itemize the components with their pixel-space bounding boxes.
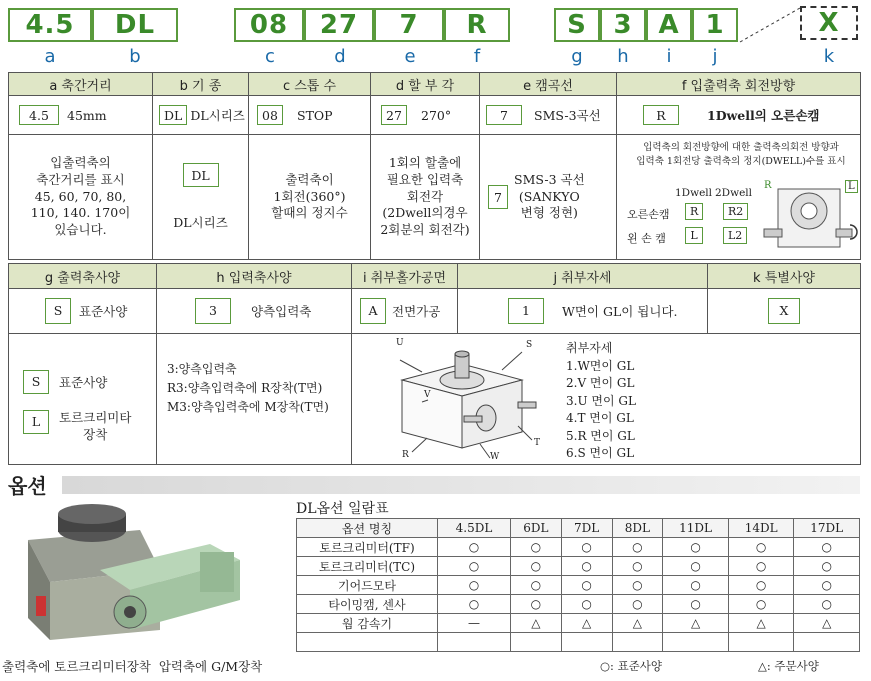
letter-a: a xyxy=(44,46,56,67)
option-table-header xyxy=(297,519,860,538)
mounting-title: 취부자세 xyxy=(566,341,613,355)
table-cell xyxy=(794,633,860,652)
table-cell: ○ xyxy=(612,595,663,614)
table-row xyxy=(297,576,860,595)
table-row xyxy=(297,595,860,614)
mounting-item: 2.V 면이 GL xyxy=(566,376,635,390)
example-i xyxy=(351,288,458,334)
letter-f: f xyxy=(473,46,481,67)
desc-f-row2-c1: L xyxy=(685,227,703,244)
col-header: 옵션 명칭 xyxy=(297,519,438,538)
product-photo xyxy=(20,500,250,650)
example-c xyxy=(248,95,371,135)
example-e xyxy=(479,95,617,135)
desc-a-line: 110, 140. 170이 xyxy=(30,205,131,221)
option-title: 옵션 xyxy=(8,474,47,498)
header-j: j 취부자세 xyxy=(457,263,708,289)
desc-f-row1-c1: R xyxy=(685,203,703,220)
desc-g1-code: S xyxy=(23,370,49,394)
col-header: 4.5DL xyxy=(438,519,511,538)
letter-b: b xyxy=(129,46,141,67)
desc-ijk xyxy=(351,333,861,465)
header-g: g 출력축사양 xyxy=(8,263,157,289)
example-j-text: W면이 GL이 됩니다. xyxy=(562,304,678,319)
table-cell: ○ xyxy=(728,576,794,595)
col-header: 8DL xyxy=(612,519,663,538)
table-cell: ○ xyxy=(561,576,612,595)
letter-e: e xyxy=(404,46,416,67)
table-cell: 웜 감속기 xyxy=(297,614,438,633)
dashed-connector xyxy=(736,4,806,46)
table-cell xyxy=(612,633,663,652)
diagram-l-label: L xyxy=(845,180,858,193)
table-cell: ○ xyxy=(510,557,561,576)
desc-c-line: 할때의 정지수 xyxy=(271,205,348,221)
desc-d-line: 회전각 xyxy=(406,188,444,204)
code-box-j: 1 xyxy=(692,8,738,42)
desc-e xyxy=(479,134,617,260)
example-g-code: S xyxy=(45,298,71,324)
mounting-orientation-diagram xyxy=(382,340,552,462)
example-e-text: SMS-3곡선 xyxy=(534,108,601,123)
desc-b-code: DL xyxy=(183,163,219,187)
example-i-code: A xyxy=(360,298,386,324)
table-cell: ○ xyxy=(663,538,729,557)
desc-c-line: 출력축이 xyxy=(285,171,334,187)
table-cell: 타이밍캠, 센사 xyxy=(297,595,438,614)
table-cell: ○ xyxy=(663,595,729,614)
table-cell: △ xyxy=(612,614,663,633)
mounting-item: 5.R 면이 GL xyxy=(566,428,635,443)
letter-k: k xyxy=(823,46,835,67)
desc-g-standard xyxy=(23,370,107,394)
mounting-item: 4.T 면이 GL xyxy=(566,411,634,425)
table-cell: △ xyxy=(510,614,561,633)
desc-d-line: 필요한 입력축 xyxy=(386,171,464,187)
header-k: k 특별사양 xyxy=(707,263,861,289)
desc-c xyxy=(248,134,371,260)
example-k-code: X xyxy=(768,298,800,324)
table-cell: ○ xyxy=(794,595,860,614)
example-i-text: 전면가공 xyxy=(392,304,441,319)
desc-a-line: 있습니다. xyxy=(54,222,107,238)
table-cell: ○ xyxy=(728,557,794,576)
table-cell: ○ xyxy=(438,595,511,614)
table-cell: ○ xyxy=(438,538,511,557)
desc-d-line: (2Dwell의경우 xyxy=(382,205,468,221)
example-h-text: 양측입력축 xyxy=(251,304,312,319)
desc-g2-code: L xyxy=(23,410,49,434)
desc-e-line: (SANKYO xyxy=(518,188,580,204)
letter-j: j xyxy=(712,46,718,67)
example-d-code: 27 xyxy=(381,105,407,125)
table-cell: ○ xyxy=(663,576,729,595)
example-b-code: DL xyxy=(159,105,187,125)
desc-f-row1-label: 오른손캠 xyxy=(627,208,670,221)
face-w-label: W xyxy=(490,452,500,462)
table-cell xyxy=(561,633,612,652)
desc-h-line: R3:양측입력축에 R장착(T면) xyxy=(167,381,323,395)
example-a xyxy=(8,95,153,135)
desc-f-col2: 2Dwell xyxy=(715,187,753,199)
letter-i: i xyxy=(666,46,672,67)
desc-f-row1-c2: R2 xyxy=(723,203,748,220)
header-d: d 할 부 각 xyxy=(370,72,480,96)
legend-order: △: 주문사양 xyxy=(758,659,819,673)
mounting-orientation-list xyxy=(566,340,636,463)
desc-f-line: 입력축의 회전방향에 대한 출력축의회전 방향과 xyxy=(643,142,839,153)
option-banner xyxy=(62,476,860,494)
table-row xyxy=(297,614,860,633)
example-k xyxy=(707,288,861,334)
table-cell xyxy=(438,633,511,652)
desc-e-line: SMS-3 곡선 xyxy=(514,171,585,187)
table-cell: ○ xyxy=(510,576,561,595)
desc-d-line: 1회의 할출에 xyxy=(388,154,462,170)
face-s-label: S xyxy=(526,340,533,350)
example-b-text: DL시리즈 xyxy=(190,108,245,123)
desc-a xyxy=(8,134,153,260)
mounting-item: 1.W면이 GL xyxy=(566,358,635,373)
desc-g xyxy=(8,333,157,465)
header-b: b 기 종 xyxy=(152,72,249,96)
header-h: h 입력축사양 xyxy=(156,263,352,289)
desc-f-line: 입력축 1회전당 출력축의 정지(DWELL)수를 표시 xyxy=(636,156,846,167)
table-row xyxy=(297,557,860,576)
example-e-code: 7 xyxy=(486,105,522,125)
desc-b xyxy=(152,134,249,260)
table-cell: ○ xyxy=(663,557,729,576)
desc-g2-line: 토르크리미타 xyxy=(59,410,132,425)
col-header: 11DL xyxy=(663,519,729,538)
example-g xyxy=(8,288,157,334)
table-cell: ○ xyxy=(794,576,860,595)
example-g-text: 표준사양 xyxy=(79,304,128,319)
example-b xyxy=(152,95,249,135)
example-j xyxy=(457,288,708,334)
desc-e-code: 7 xyxy=(488,185,508,209)
header-i: i 취부홀가공면 xyxy=(351,263,458,289)
example-h xyxy=(156,288,352,334)
table-cell: ○ xyxy=(561,595,612,614)
mounting-item: 6.S 면이 GL xyxy=(566,446,635,460)
table-cell: ○ xyxy=(438,576,511,595)
code-box-c: 08 xyxy=(234,8,304,42)
face-u-label: U xyxy=(396,338,404,348)
code-box-d: 27 xyxy=(304,8,374,42)
desc-f xyxy=(616,134,861,260)
table-cell: 기어드모타 xyxy=(297,576,438,595)
option-table xyxy=(296,518,860,652)
code-box-a: 4.5 xyxy=(8,8,92,42)
mounting-item: 3.U 면이 GL xyxy=(566,393,636,408)
example-a-text: 45mm xyxy=(67,107,107,123)
table-cell: ○ xyxy=(612,576,663,595)
desc-g2-text xyxy=(59,410,131,444)
code-box-e: 7 xyxy=(374,8,444,42)
desc-a-line: 축간거리를 표시 xyxy=(36,171,125,187)
diagram-r-label: R xyxy=(764,180,772,191)
col-header: 17DL xyxy=(794,519,860,538)
desc-h xyxy=(156,333,352,465)
code-box-k: X xyxy=(800,6,858,40)
table-cell xyxy=(297,633,438,652)
table-cell: ○ xyxy=(561,557,612,576)
header-a: a 축간거리 xyxy=(8,72,153,96)
face-t-label: T xyxy=(534,438,541,448)
code-box-f: R xyxy=(444,8,510,42)
desc-h-line: M3:양측입력축에 M장착(T면) xyxy=(167,400,329,414)
table-cell: ○ xyxy=(794,538,860,557)
desc-f-row2-c2: L2 xyxy=(723,227,747,244)
table-cell: — xyxy=(438,614,511,633)
header-f: f 입출력축 회전방향 xyxy=(616,72,861,96)
table-cell: ○ xyxy=(728,595,794,614)
example-d-text: 270° xyxy=(421,107,452,123)
table-cell: △ xyxy=(728,614,794,633)
code-box-g: S xyxy=(554,8,600,42)
desc-d-line: 2회분의 회전각) xyxy=(380,222,470,238)
desc-h-line: 3:양측입력축 xyxy=(167,362,237,376)
example-f-code: R xyxy=(643,105,679,125)
desc-f-col1: 1Dwell xyxy=(675,187,713,199)
col-header: 6DL xyxy=(510,519,561,538)
desc-e-line: 변형 정현) xyxy=(520,205,578,221)
example-c-code: 08 xyxy=(257,105,283,125)
desc-g-limiter xyxy=(23,410,131,444)
table-cell: ○ xyxy=(438,557,511,576)
table-cell: △ xyxy=(794,614,860,633)
face-r-label: R xyxy=(402,450,409,460)
table-cell xyxy=(663,633,729,652)
letter-c: c xyxy=(265,46,275,67)
letter-h: h xyxy=(617,46,629,67)
code-box-h: 3 xyxy=(600,8,646,42)
desc-d xyxy=(370,134,480,260)
desc-g2-line: 장착 xyxy=(83,426,108,442)
table-cell: ○ xyxy=(561,538,612,557)
table-cell xyxy=(510,633,561,652)
code-box-b: DL xyxy=(92,8,178,42)
code-box-i: A xyxy=(646,8,692,42)
desc-f-text xyxy=(621,141,861,169)
product-caption: 출력축에 토르크리미터장착 압력축에 G/M장착 xyxy=(2,659,263,674)
face-v-label: V xyxy=(424,390,431,400)
header-e: e 캠곡선 xyxy=(479,72,617,96)
desc-a-line: 입출력축의 xyxy=(50,154,111,170)
header-c: c 스톱 수 xyxy=(248,72,371,96)
desc-a-line: 45, 60, 70, 80, xyxy=(34,188,127,204)
example-j-code: 1 xyxy=(508,298,544,324)
letter-g: g xyxy=(571,46,583,67)
table-cell: ○ xyxy=(728,538,794,557)
table-cell: ○ xyxy=(510,538,561,557)
desc-f-row2-label: 왼 손 캠 xyxy=(627,232,666,245)
table-cell: △ xyxy=(561,614,612,633)
table-cell: ○ xyxy=(612,538,663,557)
example-f-text: 1Dwell의 오른손캠 xyxy=(707,108,820,123)
table-cell: ○ xyxy=(794,557,860,576)
table-row xyxy=(297,633,860,652)
table-cell: △ xyxy=(663,614,729,633)
desc-e-text xyxy=(514,172,585,223)
example-f xyxy=(616,95,861,135)
desc-c-line: 1회전(360°) xyxy=(273,188,346,204)
table-row xyxy=(297,538,860,557)
table-cell: ○ xyxy=(612,557,663,576)
letter-d: d xyxy=(334,46,346,67)
col-header: 14DL xyxy=(728,519,794,538)
example-h-code: 3 xyxy=(195,298,231,324)
example-d xyxy=(370,95,480,135)
table-cell: 토르크리미터(TC) xyxy=(297,557,438,576)
example-c-text: STOP xyxy=(297,107,333,123)
table-cell: ○ xyxy=(510,595,561,614)
example-a-code: 4.5 xyxy=(19,105,59,125)
col-header: 7DL xyxy=(561,519,612,538)
desc-b-text: DL시리즈 xyxy=(173,214,228,230)
legend-standard: ○: 표준사양 xyxy=(600,659,662,673)
table-cell: 토르크리미터(TF) xyxy=(297,538,438,557)
option-table-title: DL옵션 일람표 xyxy=(296,501,389,517)
table-cell xyxy=(728,633,794,652)
desc-g1-text: 표준사양 xyxy=(59,375,108,390)
